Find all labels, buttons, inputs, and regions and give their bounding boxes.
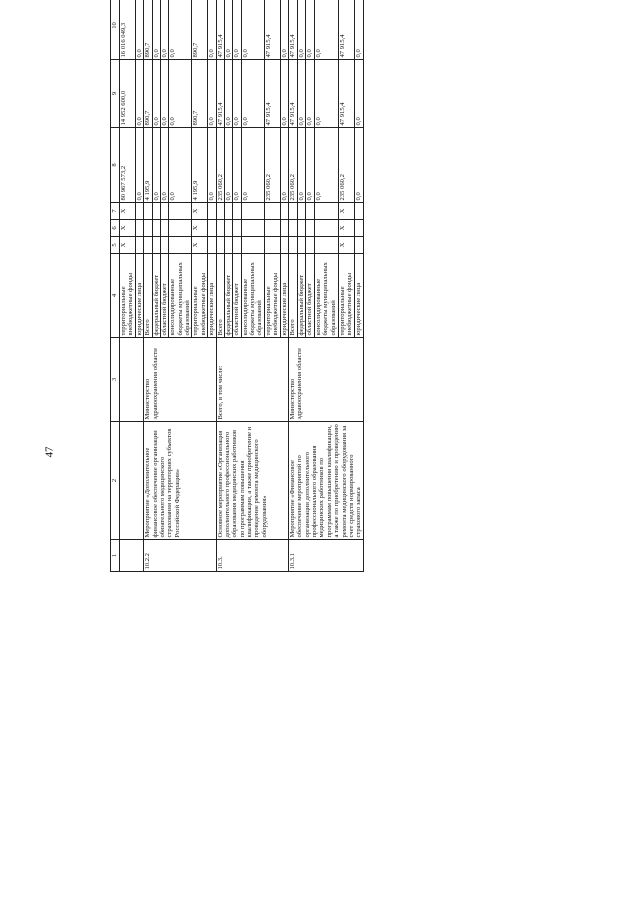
funding-source-cell: территориальные внебюджетные фонды [264,254,280,338]
marker-cell [160,237,168,254]
marker-cell [314,237,338,254]
value-cell: 14 952 600,0 [120,60,136,128]
marker-cell [264,203,280,220]
value-cell: 0,0 [169,0,192,60]
value-cell: 0,0 [314,0,338,60]
marker-cell: X [338,220,354,237]
funding-source-cell: федеральный бюджет [297,254,306,338]
value-cell: 0,0 [354,0,363,60]
marker-cell [288,237,297,254]
value-cell: 0,0 [135,60,143,128]
executor-cell: Министерство здравоохранения области [144,338,216,422]
marker-cell [135,220,143,237]
marker-cell: X [120,237,136,254]
value-cell: 47 915,4 [264,60,280,128]
cont-name-cell [120,422,144,540]
marker-cell [144,203,152,220]
marker-cell [208,203,216,220]
marker-cell [169,203,192,220]
marker-cell [280,203,288,220]
table-row [288,0,297,572]
value-cell: 0,0 [314,128,338,203]
marker-cell [208,237,216,254]
marker-cell: X [338,237,354,254]
marker-cell [208,220,216,237]
marker-cell [160,220,168,237]
funding-source-cell: областной бюджет [160,254,168,338]
rotated-page-viewport [110,22,632,838]
value-cell: 0,0 [241,128,264,203]
value-cell: 0,0 [160,0,168,60]
marker-cell [144,220,152,237]
value-cell: 0,0 [152,0,160,60]
value-cell: 4 195,9 [192,128,208,203]
value-cell: 235 060,2 [216,128,224,203]
funding-source-cell: федеральный бюджет [152,254,160,338]
value-cell: 80 967 573,2 [120,128,136,203]
value-cell: 0,0 [306,0,315,60]
value-cell: 16 016 049,3 [120,0,136,60]
value-cell: 0,0 [208,128,216,203]
column-number-cell: 5 [111,237,120,254]
value-cell: 0,0 [135,0,143,60]
value-cell: 0,0 [297,128,306,203]
marker-cell: X [192,220,208,237]
value-cell: 0,0 [306,128,315,203]
column-number-cell: 2 [111,422,120,540]
column-number-row [111,0,120,572]
value-cell: 47 915,4 [264,0,280,60]
measure-name-cell: Основное мероприятие «Организация дополнительного профессионального образования медицинских работников по программам повышения квалификации, а также приобретение и проведение ремонта медицинского оборудования» [216,422,288,540]
item-number-cell: 10.3. [216,540,288,572]
value-cell: 0,0 [297,0,306,60]
funding-source-cell: областной бюджет [306,254,315,338]
marker-cell [233,237,241,254]
marker-cell [297,220,306,237]
marker-cell [224,237,232,254]
table-row [216,0,224,572]
funding-source-cell: Всего [216,254,224,338]
value-cell: 0,0 [297,60,306,128]
value-cell: 890,7 [144,60,152,128]
column-number-cell: 7 [111,203,120,220]
funding-source-cell: Всего [288,254,297,338]
value-cell: 47 915,4 [338,0,354,60]
value-cell: 0,0 [314,60,338,128]
measure-name-cell: Мероприятие «Дополнительное финансовое обеспечение организации обязательного медицинского страхования на территориях субъектов Российской Федерации» [144,422,216,540]
marker-cell [241,220,264,237]
funding-source-cell: юридические лица [208,254,216,338]
marker-cell [224,203,232,220]
column-number-cell: 9 [111,60,120,128]
item-number-cell: 10.3.1 [288,540,363,572]
value-cell: 0,0 [233,60,241,128]
item-number-cell: 10.2.2 [144,540,216,572]
value-cell: 0,0 [280,60,288,128]
value-cell: 47 915,4 [216,0,224,60]
measure-name-cell: Мероприятие «Финансовое обеспечение мероприятий по организации дополнительного профессионального образования медицинских работников по программам повышения квалификации, а также по приобретению и проведению ремонта медицинского оборудования за счет средств нормированного страхового запаса [288,422,363,540]
value-cell: 0,0 [152,60,160,128]
marker-cell [288,203,297,220]
column-number-cell: 4 [111,254,120,338]
value-cell: 890,7 [144,0,152,60]
funding-source-cell: консолидированные бюджеты муниципальных образований [314,254,338,338]
marker-cell [264,237,280,254]
value-cell: 0,0 [160,128,168,203]
marker-cell [354,203,363,220]
funding-source-cell: территориальные внебюджетные фонды [120,254,136,338]
marker-cell [224,220,232,237]
marker-cell [135,237,143,254]
value-cell: 0,0 [233,0,241,60]
marker-cell [152,237,160,254]
cont-exec-cell [120,338,144,422]
marker-cell [169,237,192,254]
marker-cell [135,203,143,220]
value-cell: 0,0 [160,60,168,128]
funding-source-cell: юридические лица [135,254,143,338]
page-number: 47 [43,446,56,458]
funding-source-cell: территориальные внебюджетные фонды [192,254,208,338]
value-cell: 4 195,9 [144,128,152,203]
funding-source-cell: консолидированные бюджеты муниципальных образований [169,254,192,338]
funding-source-cell: областной бюджет [233,254,241,338]
marker-cell [306,237,315,254]
value-cell: 0,0 [224,60,232,128]
table-body [111,0,364,572]
marker-cell [314,220,338,237]
value-cell: 0,0 [306,60,315,128]
value-cell: 0,0 [354,60,363,128]
marker-cell: X [192,203,208,220]
marker-cell [169,220,192,237]
marker-cell [306,203,315,220]
marker-cell [264,220,280,237]
funding-source-cell: Всего [144,254,152,338]
marker-cell [297,203,306,220]
marker-cell [241,237,264,254]
value-cell: 0,0 [280,128,288,203]
value-cell: 235 060,2 [264,128,280,203]
marker-cell [306,220,315,237]
value-cell: 0,0 [169,128,192,203]
marker-cell [280,237,288,254]
value-cell: 0,0 [152,128,160,203]
marker-cell [297,237,306,254]
marker-cell [144,237,152,254]
marker-cell [354,220,363,237]
marker-cell [233,203,241,220]
marker-cell [216,237,224,254]
marker-cell [160,203,168,220]
marker-cell: X [120,220,136,237]
value-cell: 47 915,4 [338,60,354,128]
value-cell: 0,0 [208,60,216,128]
value-cell: 0,0 [241,60,264,128]
marker-cell: X [120,203,136,220]
column-number-cell: 8 [111,128,120,203]
value-cell: 0,0 [241,0,264,60]
value-cell: 0,0 [208,0,216,60]
column-number-cell: 10 [111,0,120,60]
column-number-cell: 3 [111,338,120,422]
value-cell: 0,0 [224,128,232,203]
value-cell: 235 060,2 [338,128,354,203]
value-cell: 890,7 [192,0,208,60]
marker-cell [233,220,241,237]
value-cell: 235 060,2 [288,128,297,203]
value-cell: 47 915,4 [216,60,224,128]
marker-cell: X [338,203,354,220]
executor-cell: Министерство здравоохранения области [288,338,363,422]
marker-cell: X [192,237,208,254]
executor-cell: Всего, в том числе: [216,338,288,422]
marker-cell [280,220,288,237]
funding-source-cell: консолидированные бюджеты муниципальных образований [241,254,264,338]
value-cell: 0,0 [354,128,363,203]
funding-source-cell: федеральный бюджет [224,254,232,338]
column-number-cell: 1 [111,540,120,572]
marker-cell [152,203,160,220]
funding-source-cell: юридические лица [280,254,288,338]
marker-cell [354,237,363,254]
value-cell: 0,0 [233,128,241,203]
funding-source-cell: юридические лица [354,254,363,338]
value-cell: 890,7 [192,60,208,128]
marker-cell [288,220,297,237]
value-cell: 0,0 [135,128,143,203]
marker-cell [152,220,160,237]
value-cell: 47 915,4 [288,0,297,60]
marker-cell [216,220,224,237]
marker-cell [241,203,264,220]
program-funding-table [110,0,364,572]
value-cell: 0,0 [224,0,232,60]
value-cell: 47 915,4 [288,60,297,128]
funding-source-cell: территориальные внебюджетные фонды [338,254,354,338]
value-cell: 0,0 [169,60,192,128]
rotated-table-sheet [110,0,632,572]
cont-num-cell [120,540,144,572]
table-row [120,0,136,572]
table-row [144,0,152,572]
marker-cell [314,203,338,220]
column-number-cell: 6 [111,220,120,237]
marker-cell [216,203,224,220]
value-cell: 0,0 [280,0,288,60]
